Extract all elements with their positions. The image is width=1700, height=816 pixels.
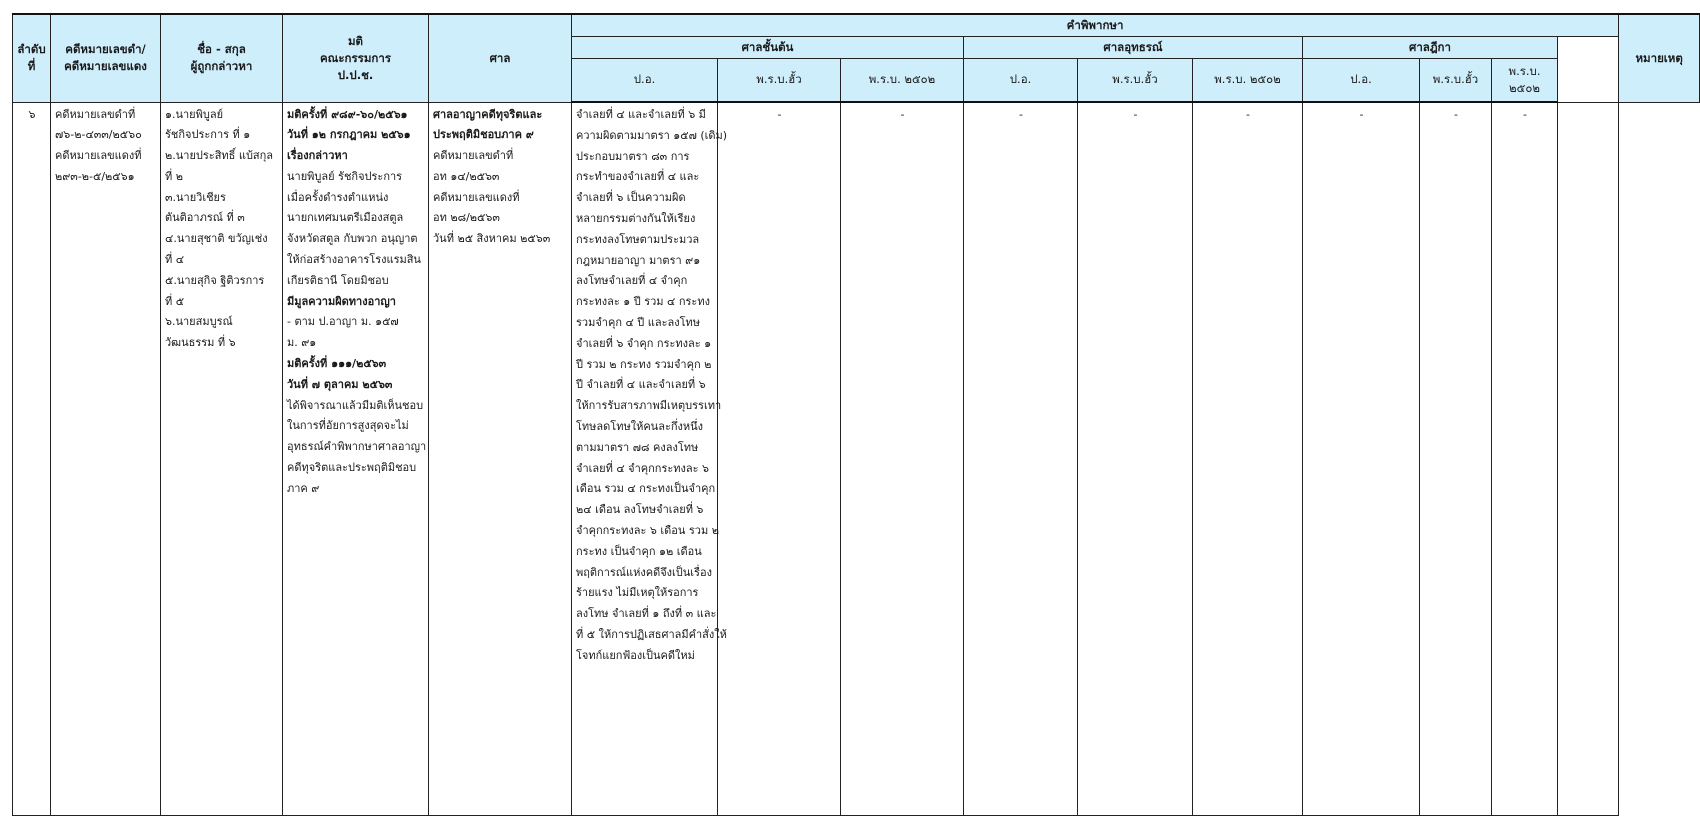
supreme-act-2502-verdict: - — [1492, 102, 1558, 816]
header-supreme-criminal-code: ป.อ. — [1303, 58, 1420, 102]
appeal-criminal-code-verdict: - — [964, 102, 1078, 816]
nacc-resolution-cell: มติครั้งที่ ๙๘๙-๖๐/๒๕๖๑ วันที่ ๑๒ กรกฎาคม ๒๕๖๑ เรื่องกล่าวหา นายพิบูลย์ รัชกิจประการ เมื่อครั้งดำรงตำแหน่ง นายกเทศมนตรีเมืองสตูล จังหวัดสตูล กับพวก อนุญาต ให้ก่อสร้างอาคารโรงแรมสิน เกียรติธานี โดยมิชอบ มีมูลความผิดทางอาญา - ตาม ป.อาญา ม. ๑๕๗ ม. ๙๑ มติครั้งที่ ๑๑๑/๒๕๖๓ วันที่ ๗ ตุลาคม ๒๕๖๓ ได้พิจารณาแล้วมีมติเห็นชอบ ในการที่อัยการสูงสุดจะไม่ อุทธรณ์คำพิพากษาศาลอาญา คดีทุจริตและประพฤติมิชอบ ภาค ๙ — [283, 102, 429, 816]
appeal-act-2502-verdict: - — [1193, 102, 1303, 816]
court-cell: ศาลอาญาคดีทุจริตและ ประพฤติมิชอบภาค ๙ คดีหมายเลขดำที่ อท ๑๔/๒๕๖๓ คดีหมายเลขแดงที่ อท ๒๘/๒๕๖๓ วันที่ ๒๕ สิงหาคม ๒๕๖๓ — [429, 102, 572, 816]
header-supreme-act-2502: พ.ร.บ. ๒๕๐๒ — [1492, 58, 1558, 102]
header-first-criminal-code: ป.อ. — [572, 58, 718, 102]
header-no: ลำดับ ที่ — [13, 14, 51, 102]
first-instance-act-aw-verdict: - — [718, 102, 841, 816]
header-appeal-act-2502: พ.ร.บ. ๒๕๐๒ — [1193, 58, 1303, 102]
header-supreme-act-aw: พ.ร.บ.ฮั้ว — [1420, 58, 1492, 102]
header-supreme-court: ศาลฎีกา — [1303, 36, 1558, 58]
header-appeal-criminal-code: ป.อ. — [964, 58, 1078, 102]
header-remark: หมายเหตุ — [1619, 14, 1700, 102]
header-appeal-court: ศาลอุทธรณ์ — [964, 36, 1303, 58]
header-first-instance-court: ศาลชั้นต้น — [572, 36, 964, 58]
row-number: ๖ — [13, 102, 51, 816]
case-number-cell: คดีหมายเลขดำที่ ๗๖-๒-๔๓๓/๒๕๖๐ คดีหมายเลขแดงที่ ๒๙๓-๒-๕/๒๕๖๑ — [51, 102, 161, 816]
header-accused-name: ชื่อ - สกุล ผู้ถูกกล่าวหา — [161, 14, 283, 102]
remark-cell — [1558, 102, 1619, 816]
first-instance-criminal-code-verdict: จำเลยที่ ๔ และจำเลยที่ ๖ มี ความผิดตามมาตรา ๑๕๗ (เดิม) ประกอบมาตรา ๘๓ การ กระทำของจำเลยที่ ๔ และ จำเลยที่ ๖ เป็นความผิด หลายกรรมต่างกันให้เรียง กระทงลงโทษตามประมวล กฎหมายอาญา มาตรา ๙๑ ลงโทษจำเลยที่ ๔ จำคุก กระทงละ ๑ ปี รวม ๔ กระทง รวมจำคุก ๔ ปี และลงโทษ จำเลยที่ ๖ จำคุก กระทงละ ๑ ปี รวม ๒ กระทง รวมจำคุก ๒ ปี จำเลยที่ ๔ และจำเลยที่ ๖ ให้การรับสารภาพมีเหตุบรรเทา โทษลดโทษให้คนละกึ่งหนึ่ง ตามมาตรา ๗๘ คงลงโทษ จำเลยที่ ๔ จำคุกกระทงละ ๖ เดือน รวม ๔ กระทงเป็นจำคุก ๒๔ เดือน ลงโทษจำเลยที่ ๖ จำคุกกระทงละ ๖ เดือน รวม ๒ กระทง เป็นจำคุก ๑๒ เดือน พฤติการณ์แห่งคดีจึงเป็นเรื่อง ร้ายแรง ไม่มีเหตุให้รอการ ลงโทษ จำเลยที่ ๑ ถึงที่ ๓ และ ที่ ๕ ให้การปฏิเสธศาลมีคำสั่งให้ โจทก์แยกฟ้องเป็นคดีใหม่ — [572, 102, 718, 816]
judgment-table — [12, 13, 1700, 816]
header-first-act-aw: พ.ร.บ.ฮั้ว — [718, 58, 841, 102]
header-case-number: คดีหมายเลขดำ/ คดีหมายเลขแดง — [51, 14, 161, 102]
header-court: ศาล — [429, 14, 572, 102]
first-instance-act-2502-verdict: - — [841, 102, 964, 816]
header-nacc-resolution: มติ คณะกรรมการ ป.ป.ช. — [283, 14, 429, 102]
table-row — [13, 102, 1700, 816]
header-first-act-2502: พ.ร.บ. ๒๕๐๒ — [841, 58, 964, 102]
appeal-act-aw-verdict: - — [1078, 102, 1193, 816]
header-appeal-act-aw: พ.ร.บ.ฮั้ว — [1078, 58, 1193, 102]
header-verdict: คำพิพากษา — [572, 14, 1619, 36]
supreme-criminal-code-verdict: - — [1303, 102, 1420, 816]
supreme-act-aw-verdict: - — [1420, 102, 1492, 816]
accused-names-cell: ๑.นายพิบูลย์ รัชกิจประการ ที่ ๑ ๒.นายประสิทธิ์ แบ้สกุล ที่ ๒ ๓.นายวิเชียร ตันติอาภรณ์ ที่ ๓ ๔.นายสุชาติ ขวัญเช่ง ที่ ๔ ๕.นายสุกิจ ฐิติวรการ ที่ ๕ ๖.นายสมบูรณ์ วัฒนธรรม ที่ ๖ — [161, 102, 283, 816]
